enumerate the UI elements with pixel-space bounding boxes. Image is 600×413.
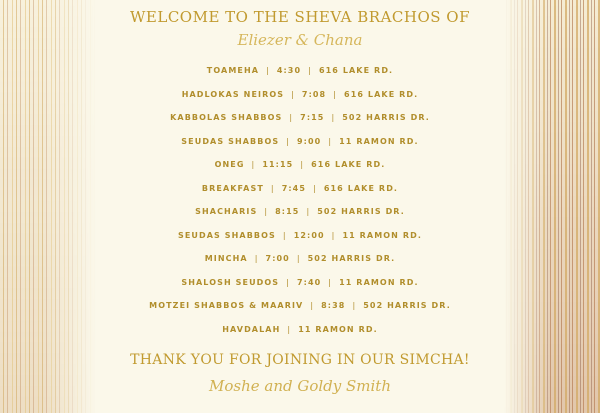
schedule-event: SEUDAS SHABBOS — [181, 136, 280, 146]
schedule-item — [110, 158, 490, 182]
separator: | — [270, 183, 275, 193]
schedule-event: MOTZEI SHABBOS & MAARIV — [149, 301, 304, 310]
schedule-location: 502 HARRIS DR. — [317, 207, 405, 216]
schedule-location: 616 LAKE RD. — [323, 183, 399, 193]
schedule-location: 11 RAMON RD. — [298, 324, 378, 334]
separator: | — [296, 254, 301, 263]
separator: | — [328, 136, 333, 146]
separator: | — [308, 66, 312, 75]
schedule-location: 11 RAMON RD. — [342, 230, 423, 240]
separator: | — [291, 89, 295, 99]
schedule-location: 11 RAMON RD. — [339, 277, 419, 287]
schedule-event: MINCHA — [204, 254, 248, 263]
schedule-time: 7:45 — [281, 183, 307, 193]
couple-names: Eliezer & Chana — [237, 31, 363, 49]
schedule-event: SEUDAS SHABBOS — [177, 230, 276, 240]
separator: | — [251, 160, 256, 169]
separator: | — [328, 277, 333, 287]
schedule-time: 11:15 — [262, 160, 294, 169]
schedule-item — [110, 135, 490, 159]
separator: | — [264, 207, 269, 216]
separator: | — [287, 324, 292, 334]
schedule-event: HADLOKAS NEIROS — [181, 89, 285, 99]
schedule-location: 502 HARRIS DR. — [307, 254, 396, 263]
schedule-time: 9:00 — [297, 136, 322, 146]
separator: | — [289, 113, 294, 122]
schedule-event: BREAKFAST — [201, 183, 264, 193]
schedule-time: 4:30 — [276, 66, 302, 75]
schedule-event: HAVDALAH — [222, 324, 281, 334]
schedule-item — [110, 111, 490, 135]
schedule-event: SHACHARIS — [195, 207, 258, 216]
separator: | — [331, 113, 336, 122]
schedule-time: 7:08 — [301, 89, 327, 99]
separator: | — [331, 230, 336, 240]
schedule-event: KABBOLAS SHABBOS — [170, 113, 283, 122]
schedule-time: 8:38 — [321, 301, 346, 310]
schedule-item — [110, 323, 490, 347]
invitation-card — [110, 0, 490, 413]
schedule-location: 502 HARRIS DR. — [342, 113, 430, 122]
schedule-event: TOAMEHA — [206, 66, 260, 75]
schedule-item — [110, 252, 490, 276]
schedule-location: 502 HARRIS DR. — [363, 301, 451, 310]
separator: | — [282, 230, 287, 240]
schedule-location: 616 LAKE RD. — [318, 66, 394, 75]
separator: | — [286, 136, 291, 146]
schedule-time: 12:00 — [293, 230, 325, 240]
separator: | — [266, 66, 270, 75]
separator: | — [333, 89, 338, 99]
thank-you-message: THANK YOU FOR JOINING IN OUR SIMCHA! — [130, 352, 470, 368]
schedule-item — [110, 205, 490, 229]
schedule-item — [110, 182, 490, 206]
hosts-signature: Moshe and Goldy Smith — [208, 377, 391, 395]
invitation-title: WELCOME TO THE SHEVA BRACHOS OF — [129, 8, 471, 26]
separator: | — [310, 301, 315, 310]
schedule-item — [110, 88, 490, 112]
schedule-item — [110, 276, 490, 300]
schedule-time: 7:00 — [265, 254, 290, 263]
schedule-location: 616 LAKE RD. — [311, 160, 386, 169]
schedule-item — [110, 64, 490, 88]
separator: | — [300, 160, 305, 169]
schedule-time: 7:40 — [296, 277, 322, 287]
schedule-item — [110, 229, 490, 253]
separator: | — [306, 207, 311, 216]
schedule-location: 11 RAMON RD. — [339, 136, 419, 146]
decorative-stripes-left — [0, 0, 96, 413]
decorative-stripes-right — [504, 0, 600, 413]
schedule-event: SHALOSH SEUDOS — [181, 277, 280, 287]
schedule-time: 7:15 — [300, 113, 325, 122]
schedule-item — [110, 299, 490, 323]
schedule-list — [110, 64, 490, 346]
separator: | — [352, 301, 357, 310]
schedule-event: ONEG — [214, 160, 245, 169]
separator: | — [254, 254, 259, 263]
schedule-time: 8:15 — [275, 207, 300, 216]
separator: | — [286, 277, 290, 287]
separator: | — [313, 183, 317, 193]
schedule-location: 616 LAKE RD. — [344, 89, 419, 99]
